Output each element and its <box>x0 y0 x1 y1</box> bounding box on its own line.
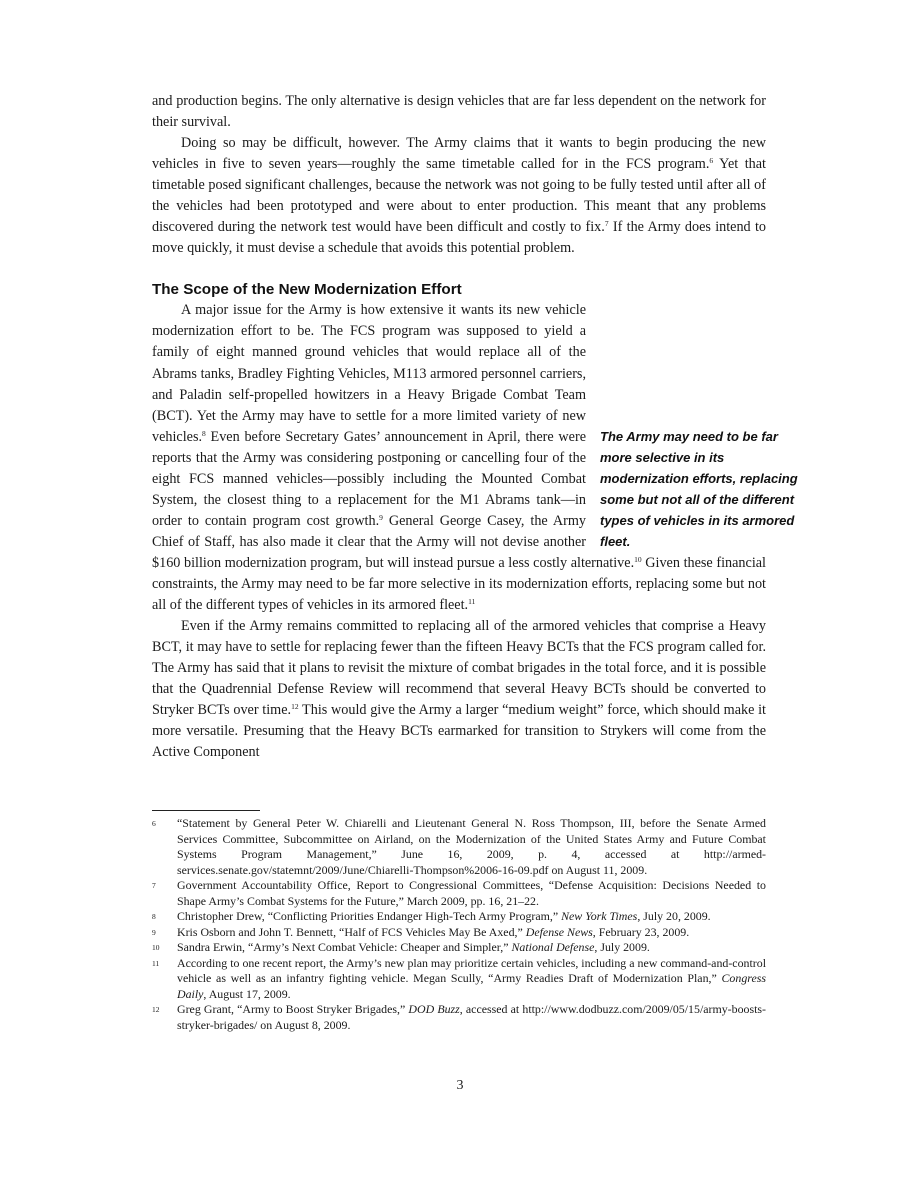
paragraph-3-text-d: Given these financial constraints, the Army may need to be far more selective in its modernization efforts, replacing some but not all of the different types of vehicles in its armored fleet. <box>152 554 766 614</box>
paragraph-4 <box>152 616 766 763</box>
footnote-number: 11 <box>152 958 160 968</box>
paragraph-2-text-c: If the Army does intend to move quickly, it must devise a schedule that avoids this potential problem. <box>152 219 766 257</box>
footnote-publication: National Defense <box>511 940 595 954</box>
footnote-divider <box>152 810 260 811</box>
footnote-7 <box>152 878 766 909</box>
footnote-9 <box>152 925 766 941</box>
footnote-text-c: , July 2009. <box>594 940 650 954</box>
footnote-11 <box>152 956 766 1003</box>
paragraph-1 <box>152 91 766 133</box>
footnote-ref-9: 9 <box>379 512 383 522</box>
footnote-text-c: , accessed at http://www.dodbuzz.com/2009/05/15/army-boosts-stryker-brigades/ on August 8, 2009. <box>177 1002 766 1032</box>
footnote-publication: New York Times <box>561 909 638 923</box>
footnote-number: 8 <box>152 912 156 921</box>
paragraph-2-text-a: Doing so may be difficult, however. The Army claims that it wants to begin producing the new vehicles in five to seven years—roughly the same timetable called for in the FCS program. <box>152 135 766 173</box>
footnote-ref-8: 8 <box>202 428 206 438</box>
footnote-text: “Statement by General Peter W. Chiarelli and Lieutenant General N. Ross Thompson, III, before the Senate Armed Services Committee, Subcommittee on Airland, on the Modernization of the United States Army and Future Combat Systems Program Management,” June 16, 2009, p. 4, accessed at http://armed-services.senate.gov/statemnt/2009/June/Chiarelli-Thompson%2006-16-09.pdf on August 11, 2009. <box>177 816 766 877</box>
footnote-number: 9 <box>152 927 156 937</box>
footnote-text-c: , July 20, 2009. <box>637 909 711 923</box>
footnote-text <box>177 909 766 925</box>
paragraph-2-text-b: Yet that timetable posed significant challenges, because the network was not going to be fully tested until after all of the vehicles had been prototyped and were about to enter production. This meant that any problems discovered during the network test would have been difficult and costly to fix. <box>152 156 766 236</box>
footnote-text <box>177 1002 766 1033</box>
footnote-8 <box>152 909 766 925</box>
paragraph-3-text-a: A major issue for the Army is how extensive it wants its new vehicle modernization effort to be. The FCS program was supposed to yield a family of eight manned ground vehicles that would replace all of the Abrams tanks, Bradley Fighting Vehicles, M113 armored personnel carriers, and Paladin self-propelled howitzers in a Heavy Brigade Combat Team (BCT). Yet the Army may have to settle for a more limited variety of new vehicles. <box>152 302 586 445</box>
footnote-text-c: , February 23, 2009. <box>592 924 690 939</box>
footnote-6 <box>152 816 766 878</box>
footnote-10 <box>152 940 766 956</box>
paragraph-3-text-b: Even before Secretary Gates’ announcement in April, there were reports that the Army was considering postponing or cancelling four of the eight FCS manned vehicles—possibly including the Mounted Combat System, the closest thing to a replacement for the M1 Abrams tank—in order to contain program cost growth. <box>152 428 586 529</box>
footnote-text <box>177 956 766 1003</box>
footnotes <box>152 816 766 1033</box>
footnote-ref-11: 11 <box>468 597 476 607</box>
section-heading: The Scope of the New Modernization Effort <box>152 281 462 299</box>
paragraph-4-text-a: Even if the Army remains committed to replacing all of the armored vehicles that comprise a Heavy BCT, it may have to settle for replacing fewer than the fifteen Heavy BCTs that the FCS program called for. The Army has said that it plans to revisit the mixture of combat brigades in the total force, and it is possible that the Quadrennial Defense Review will recommend that several Heavy BCTs should be converted to Stryker BCTs over time. <box>152 618 766 719</box>
main-text <box>152 91 798 763</box>
footnote-number: 12 <box>152 1005 160 1014</box>
paragraph-2 <box>152 133 766 259</box>
footnote-ref-12: 12 <box>291 702 299 712</box>
footnote-text <box>177 925 766 941</box>
footnote-text-a: Kris Osborn and John T. Bennett, “Half of FCS Vehicles May Be Axed,” <box>177 924 526 939</box>
footnote-ref-7: 7 <box>604 219 609 229</box>
footnote-text-a: Greg Grant, “Army to Boost Stryker Brigades,” <box>177 1002 409 1016</box>
footnote-number: 10 <box>152 943 160 952</box>
footnote-text-a: Sandra Erwin, “Army’s Next Combat Vehicle: Cheaper and Simpler,” <box>177 940 512 954</box>
footnote-ref-10: 10 <box>634 554 642 564</box>
footnote-text-a: Christopher Drew, “Conflicting Priorities Endanger High-Tech Army Program,” <box>177 909 562 923</box>
footnote-12 <box>152 1002 766 1033</box>
footnote-ref-6: 6 <box>709 156 714 166</box>
footnote-text: Government Accountability Office, Report to Congressional Committees, “Defense Acquisition: Decisions Needed to Shape Army’s Combat Systems for the Future,” March 2009, pp. 16, 21–22. <box>177 878 766 908</box>
footnote-number: 6 <box>152 819 156 828</box>
footnote-publication: Defense News <box>525 924 593 939</box>
footnote-number: 7 <box>152 881 156 890</box>
footnote-text-c: , August 17, 2009. <box>203 986 291 1001</box>
paragraph-3-text-c: General George Casey, the Army Chief of Staff, has also made it clear that the Army will not devise another $160 billion modernization program, but will instead pursue a less costly alternative. <box>152 512 635 571</box>
page-number: 3 <box>456 1078 464 1093</box>
footnote-publication: DOD Buzz <box>408 1002 460 1016</box>
footnote-text <box>177 940 766 956</box>
paragraph-4-text-b: This would give the Army a larger “medium weight” force, which should make it more versatile. Presuming that the Heavy BCTs earmarked for transition to Strykers will come from the Active Component <box>152 702 766 761</box>
footnote-text-a: According to one recent report, the Army’s new plan may prioritize certain vehicles, including a new command-and-control vehicle as well as an infantry fighting vehicle. Megan Scully, “Army Readies Draft of Modernization Plan,” <box>177 955 766 985</box>
paragraph-1-text: and production begins. The only alternative is design vehicles that are far less dependent on the network for their survival. <box>152 93 766 131</box>
pull-quote: The Army may need to be far more selective in its modernization efforts, replacing some but not all of the different types of vehicles in its armored fleet. <box>600 429 798 550</box>
footnote-publication: Congress Daily <box>177 971 766 1001</box>
